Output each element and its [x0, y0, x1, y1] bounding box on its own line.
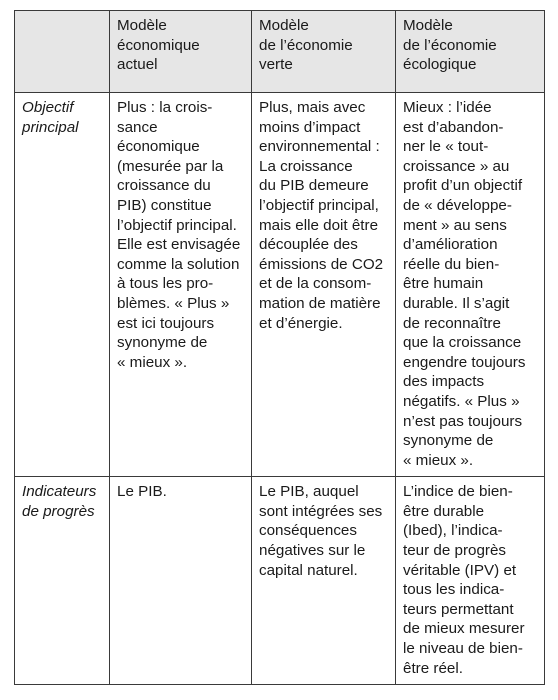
row-label-objective: [15, 93, 110, 477]
cell-line: teur de progrès: [403, 542, 506, 560]
cell-line: est d’abandon-: [403, 118, 504, 136]
cell-line: réelle du bien-: [403, 255, 500, 273]
cell-line: environnemental :: [259, 138, 380, 156]
cell-line: Plus : la crois-: [117, 99, 213, 116]
header-line: Modèle: [117, 17, 167, 34]
row-label-line: Objectif: [22, 99, 74, 116]
header-current-model: [110, 11, 252, 93]
cell-line: à tous les pro-: [117, 275, 214, 293]
cell-line: durable. Il s’agit: [403, 294, 510, 312]
cell-line: PIB) constitue: [117, 196, 212, 214]
cell-line: « mieux ».: [117, 353, 188, 371]
table-row-objective: [15, 93, 545, 477]
header-line: de l’économie: [403, 36, 497, 54]
cell-objective-ecological: [396, 93, 545, 477]
cell-line: « mieux ».: [403, 451, 474, 469]
table-row-indicators: [15, 477, 545, 685]
cell-line: et d’énergie.: [259, 314, 343, 332]
header-ecological-economy-model: [396, 11, 545, 93]
cell-line: (Ibed), l’indica-: [403, 522, 503, 540]
cell-line: que la croissance: [403, 334, 522, 352]
cell-line: être durable: [403, 502, 485, 520]
header-line: verte: [259, 56, 293, 74]
cell-line: moins d’impact: [259, 118, 361, 136]
cell-line: et de la consom-: [259, 275, 372, 293]
cell-line: engendre toujours: [403, 353, 526, 371]
cell-line: négatifs. « Plus »: [403, 392, 520, 410]
cell-line: être réel.: [403, 659, 463, 677]
cell-line: La croissance: [259, 157, 353, 175]
row-label-line: principal: [22, 118, 79, 136]
cell-line: négatives sur le: [259, 542, 366, 560]
header-line: actuel: [117, 56, 158, 74]
cell-indicators-ecological: [396, 477, 545, 685]
header-line: Modèle: [259, 17, 309, 34]
cell-line: L’indice de bien-: [403, 483, 513, 501]
header-line: écologique: [403, 56, 477, 74]
header-row: [15, 11, 545, 93]
row-label-line: de progrès: [22, 502, 95, 520]
cell-line: croissance » au: [403, 157, 510, 175]
comparison-table: [14, 10, 545, 685]
cell-line: émissions de CO2: [259, 255, 384, 273]
cell-line: croissance du: [117, 177, 211, 195]
cell-line: blèmes. « Plus »: [117, 294, 230, 312]
cell-objective-current: [110, 93, 252, 477]
cell-line: du PIB demeure: [259, 177, 369, 195]
row-label-line: Indicateurs: [22, 483, 97, 501]
cell-line: mais elle doit être: [259, 216, 379, 234]
cell-indicators-green: [252, 477, 396, 685]
cell-line: ment » au sens: [403, 216, 507, 234]
cell-line: des impacts: [403, 373, 485, 391]
cell-line: n’est pas toujours: [403, 412, 523, 430]
cell-line: Plus, mais avec: [259, 99, 366, 116]
cell-line: de « développe-: [403, 196, 512, 214]
cell-line: de mieux mesurer: [403, 620, 525, 638]
cell-line: découplée des: [259, 236, 358, 254]
corner-cell: [15, 11, 110, 93]
cell-line: ner le « tout-: [403, 138, 489, 156]
cell-line: profit d’un objectif: [403, 177, 523, 195]
cell-line: synonyme de: [117, 334, 208, 352]
cell-objective-green: [252, 93, 396, 477]
header-line: Modèle: [403, 17, 453, 34]
cell-line: comme la solution: [117, 255, 240, 273]
cell-line: teurs permettant: [403, 600, 514, 618]
cell-line: Le PIB.: [117, 483, 167, 501]
table-body: [15, 93, 545, 685]
cell-line: tous les indica-: [403, 581, 505, 599]
cell-line: capital naturel.: [259, 561, 358, 579]
cell-line: sance économique: [117, 118, 200, 156]
cell-line: Le PIB, auquel: [259, 483, 359, 501]
header-line: économique: [117, 36, 200, 54]
cell-line: conséquences: [259, 522, 357, 540]
row-label-indicators: [15, 477, 110, 685]
cell-line: mation de matière: [259, 294, 381, 312]
cell-line: synonyme de: [403, 432, 494, 450]
cell-line: Elle est envisagée: [117, 236, 241, 254]
cell-line: est ici toujours: [117, 314, 215, 332]
cell-line: véritable (IPV) et: [403, 561, 517, 579]
cell-line: l’objectif principal.: [117, 216, 237, 234]
cell-indicators-current: [110, 477, 252, 685]
cell-line: (mesurée par la: [117, 157, 224, 175]
header-line: de l’économie: [259, 36, 353, 54]
cell-line: le niveau de bien-: [403, 640, 523, 658]
cell-line: d’amélioration: [403, 236, 498, 254]
header-green-economy-model: [252, 11, 396, 93]
cell-line: être humain: [403, 275, 484, 293]
cell-line: sont intégrées ses: [259, 502, 383, 520]
cell-line: Mieux : l’idée: [403, 99, 492, 116]
cell-line: de reconnaître: [403, 314, 501, 332]
cell-line: l’objectif principal,: [259, 196, 379, 214]
